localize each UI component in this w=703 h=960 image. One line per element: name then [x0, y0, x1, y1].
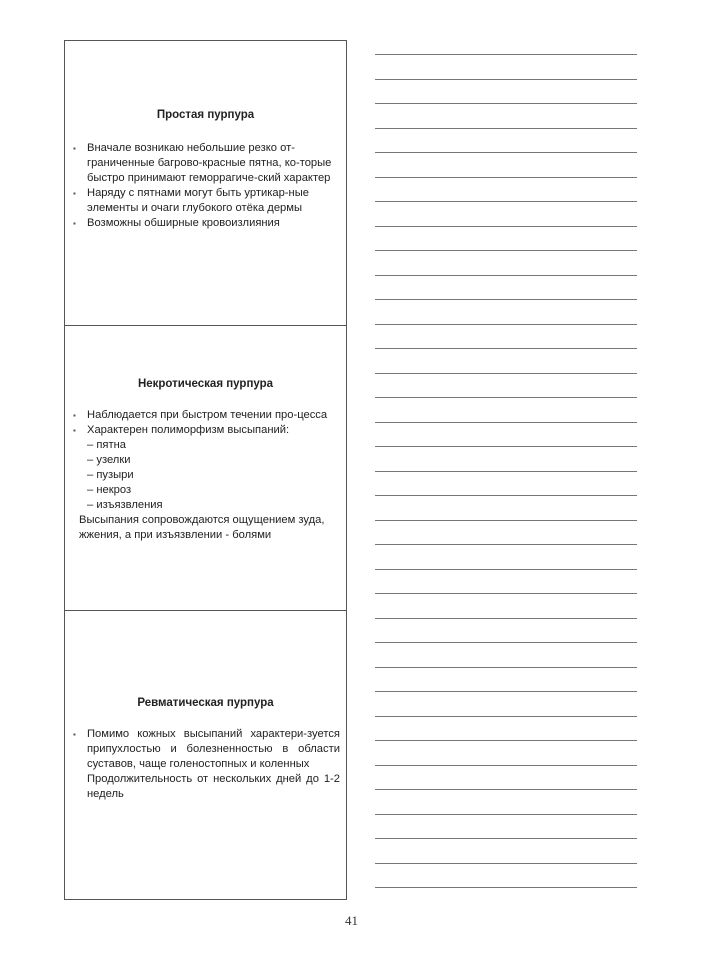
ruled-line [375, 299, 637, 300]
section-note: Высыпания сопровождаются ощущением зуда, жжения, а при изъязвлении - болями [79, 514, 325, 541]
ruled-line [375, 667, 637, 668]
sub-list-item: – узелки [87, 453, 340, 468]
sub-list-item: – изъязвления [87, 498, 340, 513]
ruled-line [375, 642, 637, 643]
notes-table [64, 40, 347, 900]
ruled-line [375, 446, 637, 447]
ruled-line [375, 740, 637, 741]
sub-list-item: – пузыри [87, 468, 340, 483]
section-title: Некротическая пурпура [137, 378, 274, 390]
ruled-line [375, 691, 637, 692]
ruled-line [375, 887, 637, 888]
ruled-line [375, 373, 637, 374]
ruled-line [375, 324, 637, 325]
section-title: Ревматическая пурпура [137, 697, 274, 709]
ruled-line [375, 765, 637, 766]
list-item: ▪ Наряду с пятнами могут быть уртикар-ные элементы и очаги глубокого отёка дермы [71, 186, 340, 216]
list-item: ▪ Наблюдается при быстром течении про-цесса [71, 408, 340, 423]
ruled-line [375, 716, 637, 717]
ruled-line [375, 838, 637, 839]
ruled-line [375, 618, 637, 619]
ruled-line [375, 471, 637, 472]
ruled-line [375, 79, 637, 80]
ruled-line [375, 226, 637, 227]
ruled-line [375, 250, 637, 251]
sub-list-item: – пятна [87, 438, 340, 453]
ruled-line [375, 863, 637, 864]
ruled-line [375, 569, 637, 570]
list-item: ▪ Помимо кожных высыпаний характери-зуется припухлостью и болезненностью в области суставов, чаще голеностопных и коленных [71, 727, 340, 772]
ruled-line [375, 397, 637, 398]
ruled-line [375, 814, 637, 815]
ruled-line [375, 54, 637, 55]
ruled-line [375, 275, 637, 276]
ruled-line [375, 520, 637, 521]
section-note: Продолжительность от нескольких дней до 1-2 недель [87, 773, 340, 800]
ruled-notes-area [375, 44, 637, 894]
section-title: Простая пурпура [156, 109, 255, 121]
list-item: ▪ Возможны обширные кровоизлияния [71, 216, 340, 231]
ruled-line [375, 422, 637, 423]
section-simple-purpura [65, 41, 346, 326]
ruled-line [375, 128, 637, 129]
section-content [71, 141, 340, 231]
section-necrotic-purpura [65, 326, 346, 611]
sub-list-item: – некроз [87, 483, 340, 498]
list-item: ▪ Вначале возникаю небольшие резко от-граниченные багрово-красные пятна, ко-торые быстро принимают геморрагиче-ский характер [71, 141, 340, 186]
ruled-line [375, 177, 637, 178]
list-item: ▪ Характерен полиморфизм высыпаний: [71, 423, 340, 438]
ruled-line [375, 544, 637, 545]
ruled-line [375, 152, 637, 153]
section-rheumatic-purpura [65, 611, 346, 899]
ruled-line [375, 789, 637, 790]
ruled-line [375, 348, 637, 349]
section-content [71, 727, 340, 802]
ruled-line [375, 201, 637, 202]
ruled-line [375, 103, 637, 104]
section-content [71, 408, 340, 543]
page-number: 41 [345, 913, 358, 928]
ruled-line [375, 495, 637, 496]
ruled-line [375, 593, 637, 594]
